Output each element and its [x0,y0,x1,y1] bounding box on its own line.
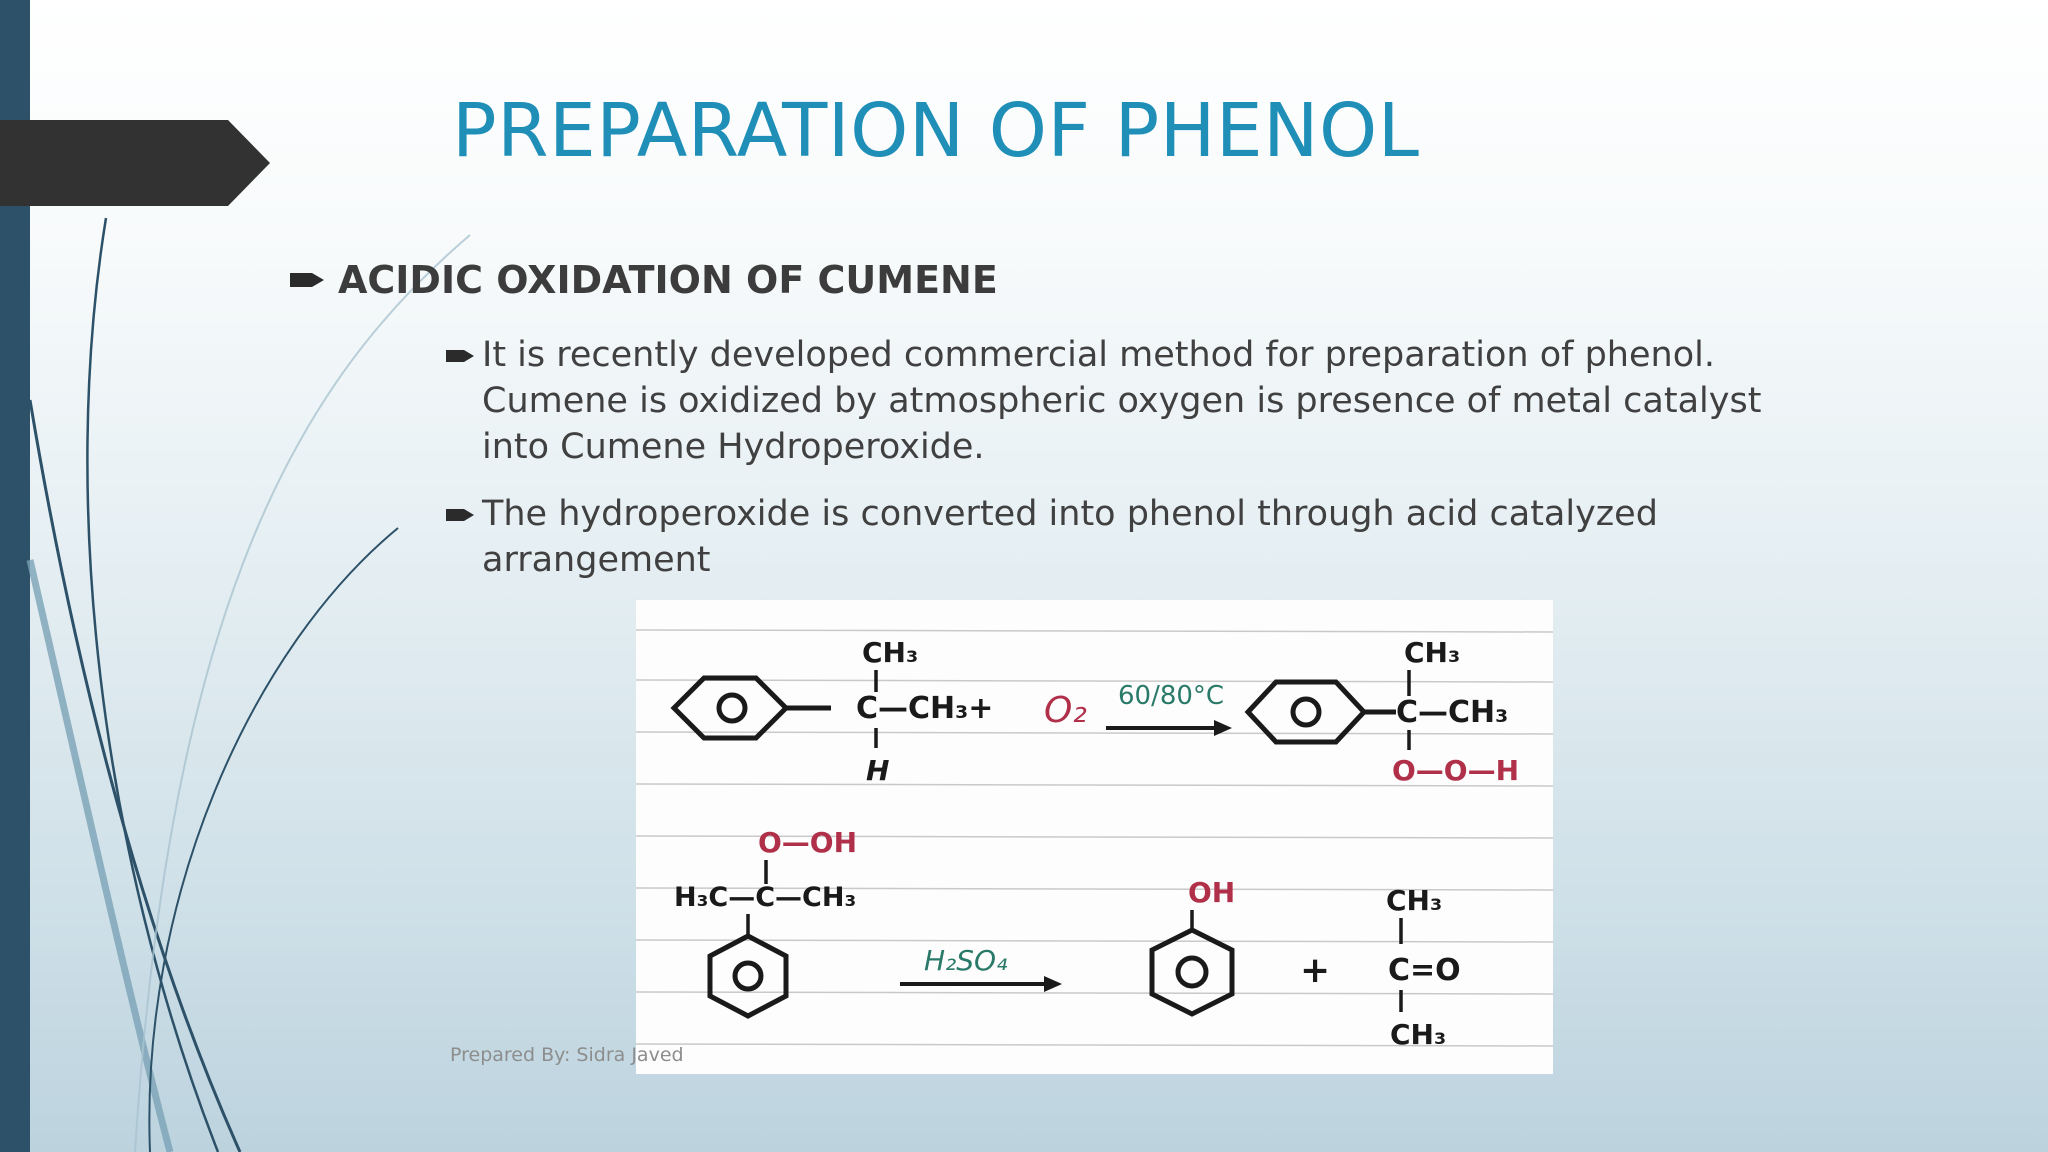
section-heading [290,258,998,302]
bullet-text [482,491,1658,583]
product-chain: C—CH₃ [1396,695,1509,730]
cumene-top-group: CH₃ [862,636,919,669]
heading-text: ACIDIC OXIDATION OF CUMENE [338,258,998,302]
benzene-ring-step2 [710,936,786,1016]
hydroperoxide-top-group: O—OH [758,826,858,859]
benzene-ring-phenol [1152,930,1232,1014]
arrow-bullet-icon [290,270,324,290]
hydroperoxide-chain: H₃C—C—CH₃ [674,882,857,913]
bullet-text [482,332,1761,470]
footer-credit: Prepared By: Sidra Javed [450,1044,684,1066]
bullet-point-2 [446,491,1736,583]
title-tab-arrow [0,120,270,206]
bullet-line: Cumene is oxidized by atmospheric oxygen is presence of metal catalyst [482,381,1762,421]
reaction-figure [636,600,1553,1074]
product-hydroperoxide-group: O—O—H [1392,754,1520,787]
bullet-line: arrangement [482,540,711,580]
cumene-bottom-group: H [866,754,890,787]
acetone-top-group: CH₃ [1386,884,1443,917]
bullet-line: into Cumene Hydroperoxide. [482,427,985,467]
reaction-drawing [636,600,1553,1074]
slide-title: PREPARATION OF PHENOL [452,88,1420,174]
acetone-carbonyl: C=O [1388,953,1461,988]
benzene-ring-cumene [674,678,831,738]
bullet-line: It is recently developed commercial method for preparation of phenol. [482,335,1715,375]
acetone-bottom-group: CH₃ [1390,1018,1447,1051]
acid-reagent: H₂SO₄ [924,944,1008,977]
phenol-hydroxyl-group: OH [1188,876,1236,909]
arrow-bullet-icon [446,507,474,523]
bullet-line: The hydroperoxide is converted into phenol through acid catalyzed [482,494,1658,534]
reaction-arrow-2 [900,976,1062,992]
reaction-condition: 60/80°C [1118,681,1225,711]
oxygen-reagent: O₂ [1044,690,1087,731]
arrow-bullet-icon [446,348,474,364]
bullet-point-1 [446,332,1762,470]
product-top-group: CH₃ [1404,636,1461,669]
cumene-chain: C—CH₃+ [856,691,994,726]
plus-sign: + [1300,950,1331,991]
